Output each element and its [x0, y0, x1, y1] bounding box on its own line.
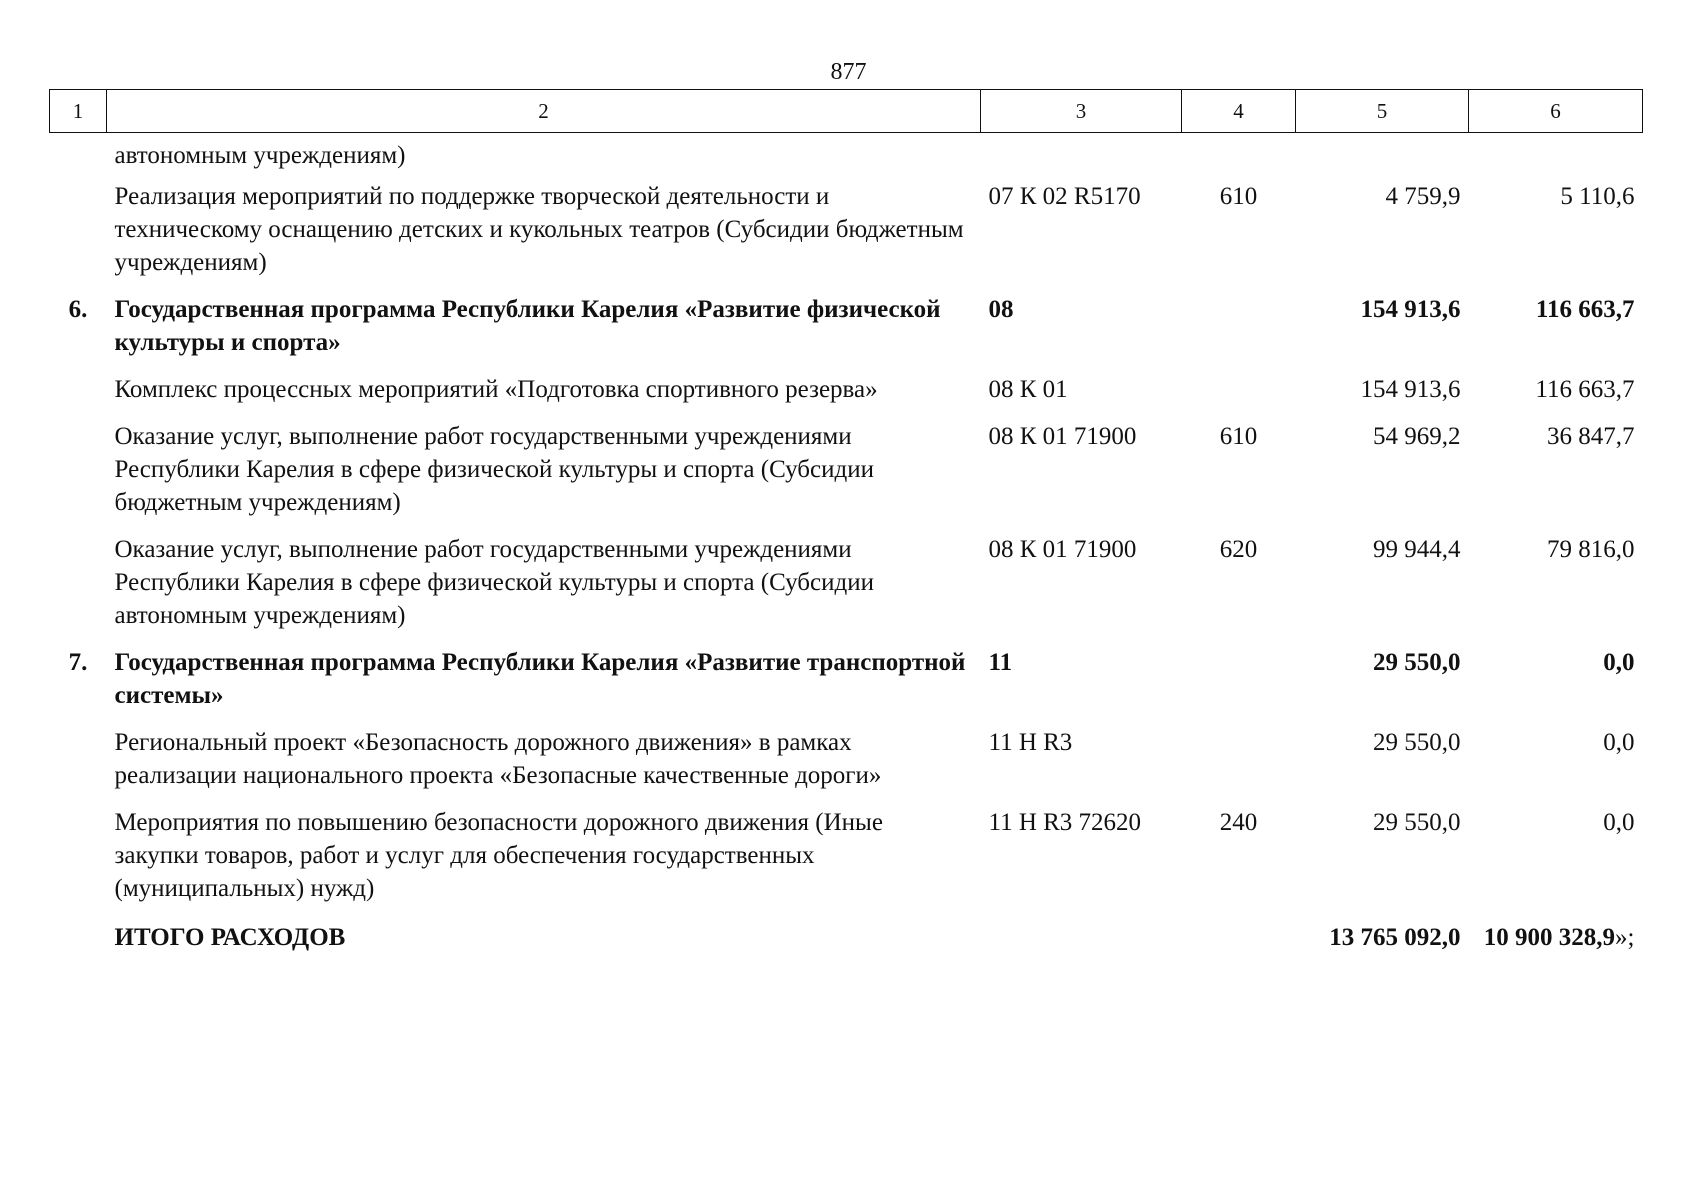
row-code: 08 К 01 71900 [988, 536, 1137, 563]
row-code: 08 [988, 296, 1014, 323]
row-description: Реализация мероприятий по поддержке творческой деятельности и техническому оснащению детских и кукольных театров (Субсидии бюджетным учреждениям) [114, 183, 964, 276]
total-number [50, 919, 107, 968]
row-description: Региональный проект «Безопасность дорожного движения» в рамках реализации национального проекта «Безопасные качественные дороги» [114, 729, 882, 789]
row-amount-1 [1296, 133, 1469, 181]
header-col-1: 1 [50, 90, 107, 133]
row-code: 08 К 01 71900 [988, 423, 1137, 450]
row-amount-2: 79 816,0 [1547, 536, 1635, 563]
total-amount-2-cell [1469, 919, 1643, 968]
total-expense-type [1182, 919, 1296, 968]
row-amount-2: 0,0 [1603, 649, 1635, 676]
row-amount-1: 54 969,2 [1373, 423, 1461, 450]
row-expense-type: 610 [1219, 423, 1258, 450]
row-description: Оказание услуг, выполнение работ государственными учреждениями Республики Карелия в сфере физической культуры и спорта (Субсидии бюджетным учреждениям) [114, 423, 874, 516]
row-amount-1: 29 550,0 [1373, 809, 1461, 836]
table-row [50, 180, 1643, 293]
table-row [50, 293, 1643, 373]
row-amount-2 [1469, 133, 1643, 181]
row-expense-type [1182, 293, 1296, 373]
row-number [50, 533, 107, 646]
row-amount-2: 116 663,7 [1535, 296, 1635, 323]
row-expense-type [1182, 646, 1296, 726]
row-amount-1: 154 913,6 [1360, 376, 1461, 403]
row-amount-2: 36 847,7 [1547, 423, 1635, 450]
header-col-2: 2 [107, 90, 981, 133]
row-number [50, 420, 107, 533]
total-row [50, 919, 1643, 968]
table-row [50, 806, 1643, 919]
row-code: 11 [988, 649, 1013, 676]
row-expense-type: 240 [1219, 809, 1258, 836]
table-row [50, 533, 1643, 646]
row-amount-1: 154 913,6 [1360, 296, 1461, 323]
total-code [981, 919, 1182, 968]
budget-table [49, 89, 1643, 968]
row-amount-1: 99 944,4 [1373, 536, 1461, 563]
header-col-5: 5 [1296, 90, 1469, 133]
row-expense-type: 610 [1219, 183, 1258, 210]
table-row [50, 420, 1643, 533]
row-code: 08 К 01 [988, 376, 1068, 403]
total-amount-2: 10 900 328,9 [1483, 924, 1616, 951]
table-row [50, 646, 1643, 726]
header-col-4: 4 [1182, 90, 1296, 133]
table-header [50, 90, 1643, 133]
row-number [50, 180, 107, 293]
table-row [50, 373, 1643, 420]
row-number [50, 726, 107, 806]
row-amount-1: 29 550,0 [1373, 729, 1461, 756]
row-amount-2: 0,0 [1603, 809, 1635, 836]
table-row [50, 133, 1643, 181]
row-expense-type [1182, 373, 1296, 420]
row-description: автономным учреждениям) [114, 142, 406, 169]
total-amount-1: 13 765 092,0 [1329, 924, 1461, 951]
table-row [50, 726, 1643, 806]
header-row [50, 90, 1643, 133]
closing-quote-suffix: »; [1615, 924, 1635, 951]
row-code: 11 Н R3 72620 [988, 809, 1142, 836]
table-body [50, 133, 1643, 969]
row-number [50, 806, 107, 919]
row-amount-2: 116 663,7 [1535, 376, 1635, 403]
row-number: 6. [68, 296, 88, 323]
row-description: Государственная программа Республики Карелия «Развитие физической культуры и спорта» [114, 296, 941, 356]
row-amount-1: 4 759,9 [1385, 183, 1461, 210]
row-code: 07 К 02 R5170 [988, 183, 1141, 210]
total-label: ИТОГО РАСХОДОВ [114, 924, 346, 951]
row-code [981, 133, 1182, 181]
header-col-6: 6 [1469, 90, 1643, 133]
header-col-3: 3 [981, 90, 1182, 133]
row-description: Комплекс процессных мероприятий «Подготовка спортивного резерва» [114, 376, 878, 403]
row-expense-type [1182, 726, 1296, 806]
row-description: Государственная программа Республики Карелия «Развитие транспортной системы» [114, 649, 966, 709]
row-expense-type: 620 [1219, 536, 1258, 563]
row-number [50, 133, 107, 181]
row-number: 7. [68, 649, 88, 676]
row-amount-2: 5 110,6 [1560, 183, 1635, 210]
row-number [50, 373, 107, 420]
row-expense-type [1182, 133, 1296, 181]
row-amount-1: 29 550,0 [1373, 649, 1461, 676]
row-code: 11 Н R3 [988, 729, 1073, 756]
row-amount-2: 0,0 [1603, 729, 1635, 756]
row-description: Оказание услуг, выполнение работ государственными учреждениями Республики Карелия в сфере физической культуры и спорта (Субсидии автономным учреждениям) [114, 536, 874, 629]
row-description: Мероприятия по повышению безопасности дорожного движения (Иные закупки товаров, работ и услуг для обеспечения государственных (муниципальных) нужд) [114, 809, 883, 902]
page-number: 877 [830, 59, 867, 85]
